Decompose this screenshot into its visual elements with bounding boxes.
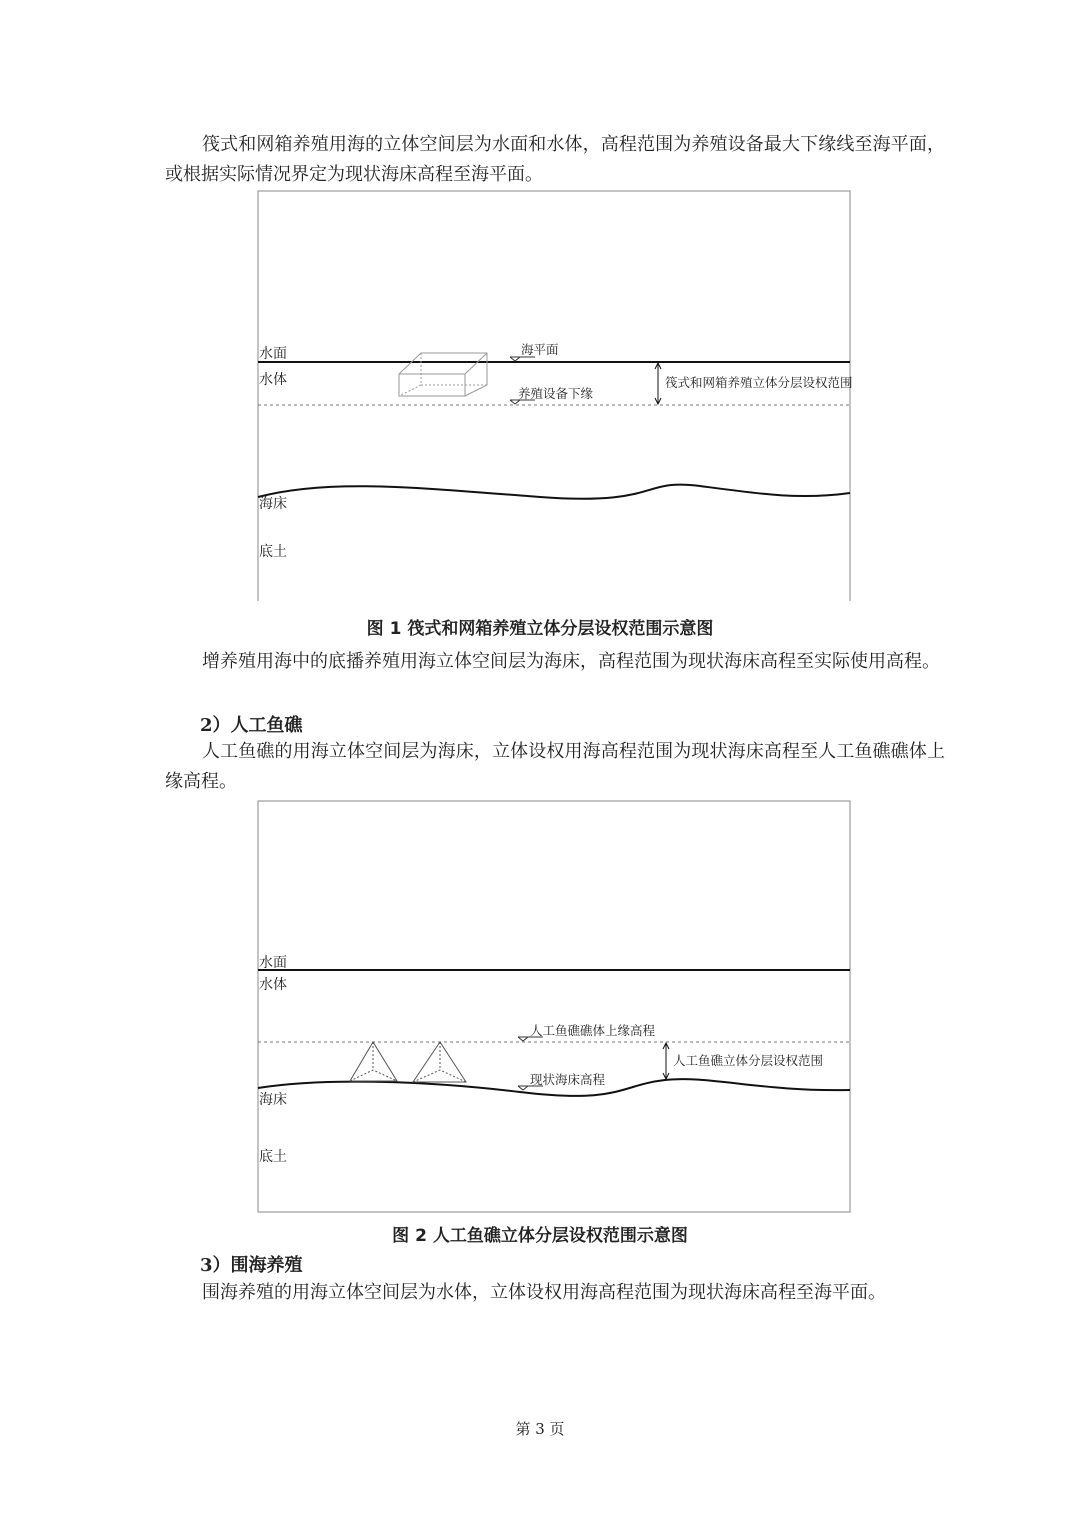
label-reef-top: 人工鱼礁礁体上缘高程 <box>530 1023 656 1038</box>
seabed-curve <box>258 485 850 499</box>
range-arrow-icon <box>655 363 661 404</box>
label-seabed-elevation: 现状海床高程 <box>530 1072 606 1087</box>
page-number: 第 3 页 <box>515 1420 565 1438</box>
label-seabed: 海床 <box>259 1092 287 1108</box>
label-subsoil: 底土 <box>259 1149 287 1165</box>
paragraph-artificial-reef: 人工鱼礁的用海立体空间层为海床，立体设权用海高程范围为现状海床高程至人工鱼礁礁体上缘高程。 <box>165 741 945 792</box>
label-water-surface: 水面 <box>259 346 287 362</box>
label-water-body: 水体 <box>259 372 287 388</box>
label-equipment-bottom: 养殖设备下缘 <box>518 386 594 401</box>
range-arrow-icon <box>663 1043 669 1079</box>
heading-artificial-reef: 2）人工鱼礁 <box>200 715 303 736</box>
label-seabed: 海床 <box>259 496 287 512</box>
reef-pyramid-icon <box>413 1042 466 1082</box>
paragraph-raft-cage: 筏式和网箱养殖用海的立体空间层为水面和水体，高程范围为养殖设备最大下缘线至海平面，或根据实际情况界定为现状海床高程至海平面。 <box>165 134 945 185</box>
sea-level-marker-icon <box>510 357 535 361</box>
figure-1 <box>258 191 853 601</box>
label-water-body: 水体 <box>259 977 287 993</box>
paragraph-bottom-sowing: 增养殖用海中的底播养殖用海立体空间层为海床，高程范围为现状海床高程至实际使用高程。 <box>202 651 940 672</box>
label-range: 人工鱼礁立体分层设权范围 <box>673 1053 824 1068</box>
reef-pyramid-icon <box>350 1042 397 1081</box>
figure-2-frame <box>258 801 850 1212</box>
label-subsoil: 底土 <box>259 544 287 560</box>
label-range: 筏式和网箱养殖立体分层设权范围 <box>665 375 853 390</box>
label-water-surface: 水面 <box>259 955 287 971</box>
figure-2-caption: 图 2 人工鱼礁立体分层设权范围示意图 <box>392 1226 688 1246</box>
cage-box-icon <box>399 353 487 396</box>
heading-enclosed-aquaculture: 3）围海养殖 <box>200 1255 303 1276</box>
figure-2 <box>258 801 850 1212</box>
label-sea-level: 海平面 <box>521 342 559 357</box>
paragraph-enclosed-aquaculture: 围海养殖的用海立体空间层为水体，立体设权用海高程范围为现状海床高程至海平面。 <box>202 1282 886 1303</box>
figure-1-caption: 图 1 筏式和网箱养殖立体分层设权范围示意图 <box>366 619 714 639</box>
